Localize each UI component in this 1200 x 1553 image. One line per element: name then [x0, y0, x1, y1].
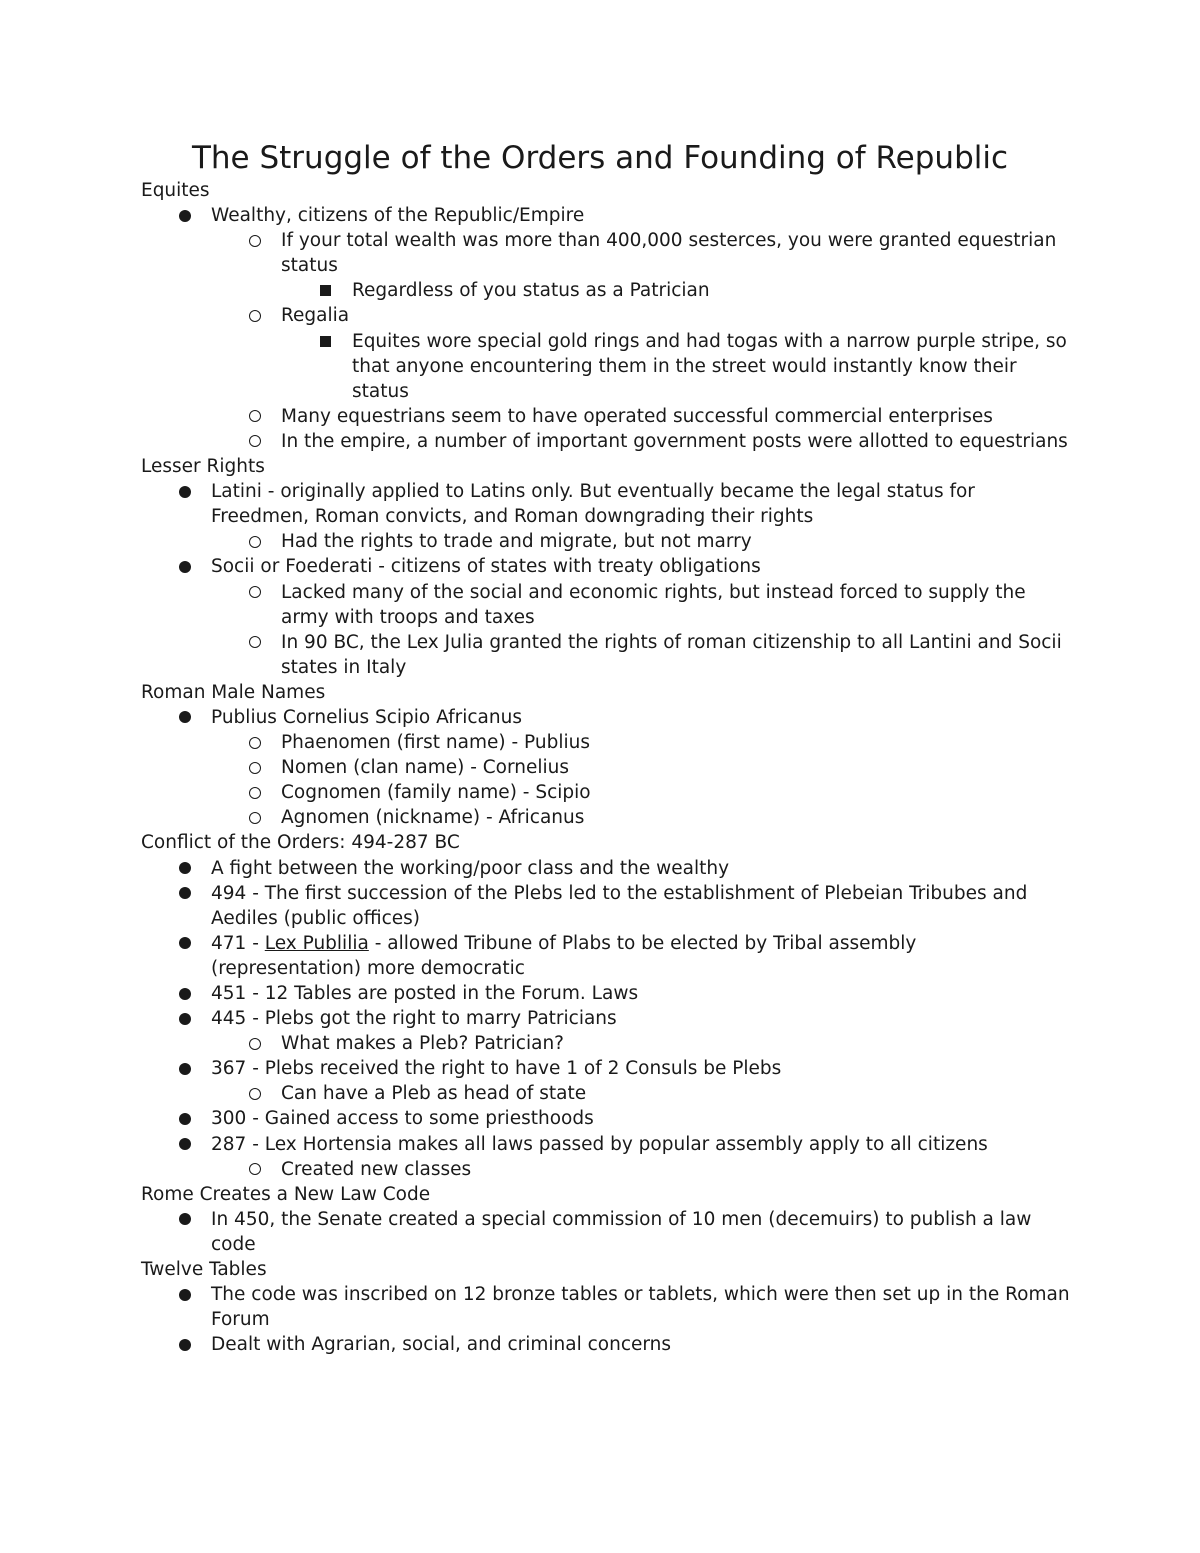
lesser-rights-list — [141, 479, 1071, 680]
list-item: Lacked many of the social and economic rights, but instead forced to supply the army with troops and taxes — [281, 580, 1071, 630]
disc-bullet-icon — [175, 1332, 195, 1357]
disc-bullet-icon — [175, 881, 195, 906]
list-item: What makes a Pleb? Patrician? — [281, 1031, 1071, 1056]
conflict-list — [141, 856, 1071, 1182]
circle-bullet-icon — [245, 1081, 265, 1106]
list-item: Phaenomen (first name) - Publius — [281, 730, 1071, 755]
law-code-list — [141, 1207, 1071, 1257]
list-item: In 90 BC, the Lex Julia granted the rights of roman citizenship to all Lantini and Socii states in Italy — [281, 630, 1071, 680]
list-item: Wealthy, citizens of the Republic/Empire — [211, 203, 1071, 228]
disc-bullet-icon — [175, 1106, 195, 1131]
circle-bullet-icon — [245, 228, 265, 253]
circle-bullet-icon — [245, 580, 265, 605]
list-item: 451 - 12 Tables are posted in the Forum. Laws — [211, 981, 1071, 1006]
disc-bullet-icon — [175, 931, 195, 956]
circle-bullet-icon — [245, 303, 265, 328]
equites-list — [141, 203, 1071, 454]
section-heading-roman-male-names: Roman Male Names — [141, 681, 326, 703]
disc-bullet-icon — [175, 554, 195, 579]
section-heading-lesser-rights: Lesser Rights — [141, 456, 265, 478]
list-item: Many equestrians seem to have operated successful commercial enterprises — [281, 404, 1071, 429]
circle-bullet-icon — [245, 780, 265, 805]
roman-names-list — [141, 705, 1071, 830]
list-item: The code was inscribed on 12 bronze tables or tablets, which were then set up in the Roman Forum — [211, 1282, 1071, 1332]
circle-bullet-icon — [245, 1031, 265, 1056]
list-item: 471 - Lex Publilia - allowed Tribune of Plabs to be elected by Tribal assembly (representation) more democratic — [211, 931, 1071, 981]
disc-bullet-icon — [175, 981, 195, 1006]
section-heading-conflict-of-orders: Conflict of the Orders: 494-287 BC — [141, 832, 460, 854]
list-item: 494 - The first succession of the Plebs led to the establishment of Plebeian Tribubes and Aediles (public offices) — [211, 881, 1071, 931]
list-item: Agnomen (nickname) - Africanus — [281, 805, 1071, 830]
list-item: Had the rights to trade and migrate, but not marry — [281, 529, 1071, 554]
disc-bullet-icon — [175, 1132, 195, 1157]
list-item: 287 - Lex Hortensia makes all laws passed by popular assembly apply to all citizens — [211, 1132, 1071, 1157]
list-item: A fight between the working/poor class and the wealthy — [211, 856, 1071, 881]
notes-content — [141, 178, 1071, 1357]
lex-publilia-link[interactable]: Lex Publilia — [264, 932, 369, 954]
section-heading-new-law-code: Rome Creates a New Law Code — [141, 1183, 431, 1205]
list-item: Can have a Pleb as head of state — [281, 1081, 1071, 1106]
disc-bullet-icon — [175, 1006, 195, 1031]
list-item: 367 - Plebs received the right to have 1 of 2 Consuls be Plebs — [211, 1056, 1071, 1081]
disc-bullet-icon — [175, 1207, 195, 1232]
circle-bullet-icon — [245, 529, 265, 554]
disc-bullet-icon — [175, 705, 195, 730]
list-item: Nomen (clan name) - Cornelius — [281, 755, 1071, 780]
list-item: 445 - Plebs got the right to marry Patricians — [211, 1006, 1071, 1031]
circle-bullet-icon — [245, 404, 265, 429]
disc-bullet-icon — [175, 479, 195, 504]
circle-bullet-icon — [245, 805, 265, 830]
disc-bullet-icon — [175, 203, 195, 228]
list-item: If your total wealth was more than 400,000 sesterces, you were granted equestrian status — [281, 228, 1071, 278]
list-item: Socii or Foederati - citizens of states with treaty obligations — [211, 554, 1071, 579]
disc-bullet-icon — [175, 1056, 195, 1081]
square-bullet-icon — [315, 329, 335, 354]
list-item: Cognomen (family name) - Scipio — [281, 780, 1071, 805]
list-item: Publius Cornelius Scipio Africanus — [211, 705, 1071, 730]
disc-bullet-icon — [175, 856, 195, 881]
list-item: 300 - Gained access to some priesthoods — [211, 1106, 1071, 1131]
page-title: The Struggle of the Orders and Founding of Republic — [191, 140, 1009, 176]
section-heading-twelve-tables: Twelve Tables — [141, 1259, 267, 1281]
list-item: Regalia — [281, 303, 1071, 328]
disc-bullet-icon — [175, 1282, 195, 1307]
section-heading-equites: Equites — [141, 180, 210, 201]
circle-bullet-icon — [245, 730, 265, 755]
circle-bullet-icon — [245, 755, 265, 780]
list-item: Created new classes — [281, 1157, 1071, 1182]
list-item: Latini - originally applied to Latins only. But eventually became the legal status for Freedmen, Roman convicts, and Roman downgrading their rights — [211, 479, 1071, 529]
list-item: In 450, the Senate created a special commission of 10 men (decemuirs) to publish a law code — [211, 1207, 1071, 1257]
list-item: Dealt with Agrarian, social, and criminal concerns — [211, 1332, 1071, 1357]
circle-bullet-icon — [245, 429, 265, 454]
list-item: In the empire, a number of important government posts were allotted to equestrians — [281, 429, 1071, 454]
circle-bullet-icon — [245, 630, 265, 655]
list-item: Regardless of you status as a Patrician — [352, 278, 1071, 303]
square-bullet-icon — [315, 278, 335, 303]
list-item: Equites wore special gold rings and had togas with a narrow purple stripe, so that anyone encountering them in the street would instantly know their status — [352, 329, 1071, 404]
circle-bullet-icon — [245, 1157, 265, 1182]
twelve-tables-list — [141, 1282, 1071, 1357]
